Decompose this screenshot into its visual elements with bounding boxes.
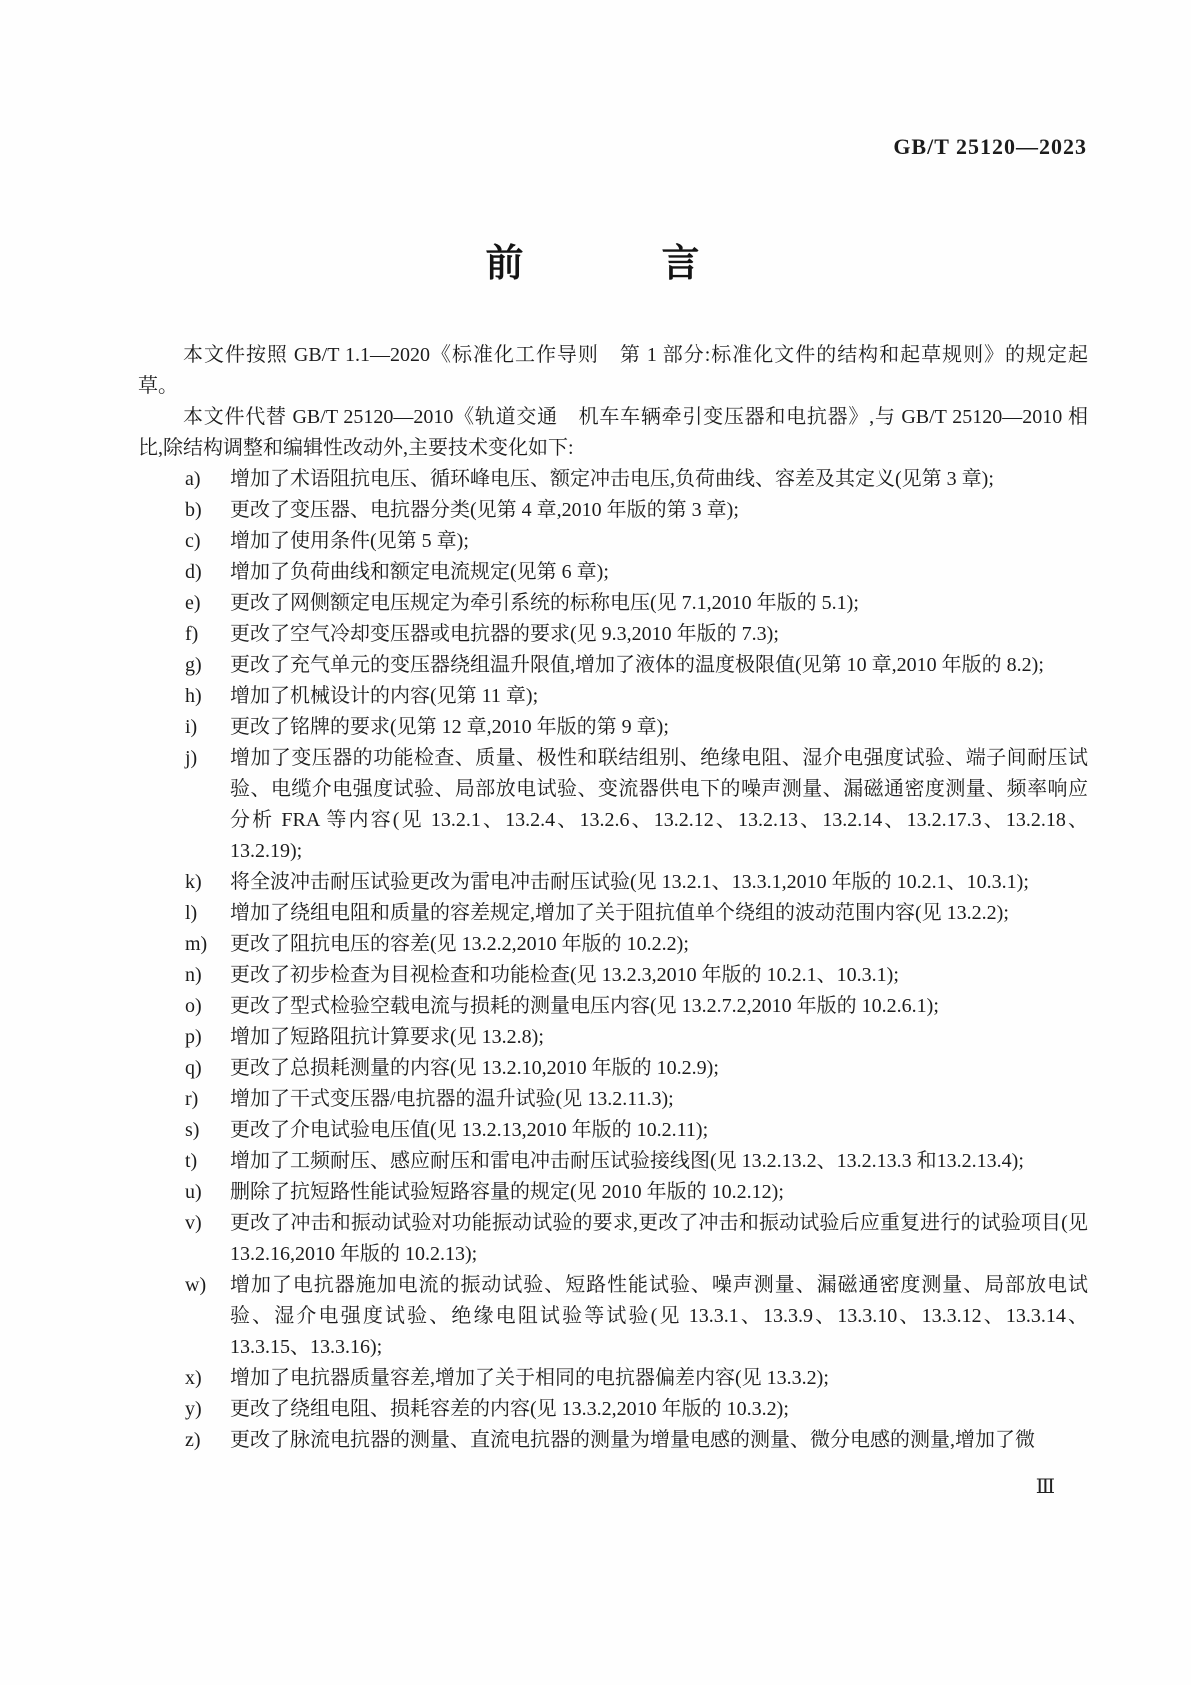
change-item-label: i) <box>185 716 198 738</box>
change-item-label: h) <box>185 685 202 707</box>
change-item <box>138 898 1088 929</box>
changes-list <box>138 464 1088 1456</box>
change-item-label: m) <box>185 933 208 955</box>
change-item-label: k) <box>185 871 202 893</box>
change-item-text: 更改了铭牌的要求(见第 12 章,2010 年版的第 9 章); <box>230 716 669 738</box>
change-item <box>138 1146 1088 1177</box>
change-item <box>138 588 1088 619</box>
change-item-text: 更改了空气冷却变压器或电抗器的要求(见 9.3,2010 年版的 7.3); <box>230 623 779 645</box>
intro-paragraph-2: 本文件代替 GB/T 25120—2010《轨道交通 机车车辆牵引变压器和电抗器》,与 GB/T 25120—2010 相比,除结构调整和编辑性改动外,主要技术变化如下: <box>138 406 1088 459</box>
change-item-text: 更改了介电试验电压值(见 13.2.13,2010 年版的 10.2.11); <box>230 1119 709 1141</box>
change-item <box>138 960 1088 991</box>
change-item-label: j) <box>185 747 198 769</box>
change-item <box>138 681 1088 712</box>
change-item <box>138 1053 1088 1084</box>
change-item-text: 增加了电抗器质量容差,增加了关于相同的电抗器偏差内容(见 13.3.2); <box>230 1367 829 1389</box>
change-item <box>138 464 1088 495</box>
change-item <box>138 1208 1088 1270</box>
change-item <box>138 743 1088 867</box>
change-item-label: y) <box>185 1398 202 1420</box>
change-item-text: 更改了型式检验空载电流与损耗的测量电压内容(见 13.2.7.2,2010 年版的 10.2.6.1); <box>230 995 939 1017</box>
change-item-label: q) <box>185 1057 202 1079</box>
change-item-text: 增加了绕组电阻和质量的容差规定,增加了关于阻抗值单个绕组的波动范围内容(见 13.2.2); <box>230 902 1009 924</box>
change-item-label: x) <box>185 1367 202 1389</box>
change-item <box>138 1115 1088 1146</box>
change-item-label: u) <box>185 1181 202 1203</box>
change-item-text: 更改了初步检查为目视检查和功能检查(见 13.2.3,2010 年版的 10.2.1、10.3.1); <box>230 964 899 986</box>
change-item <box>138 867 1088 898</box>
change-item <box>138 650 1088 681</box>
change-item-label: s) <box>185 1119 200 1141</box>
change-item <box>138 1425 1088 1456</box>
change-item-label: a) <box>185 468 201 490</box>
change-item-label: w) <box>185 1274 207 1296</box>
change-item <box>138 557 1088 588</box>
change-item-text: 更改了总损耗测量的内容(见 13.2.10,2010 年版的 10.2.9); <box>230 1057 719 1079</box>
change-item <box>138 495 1088 526</box>
change-item-label: c) <box>185 530 201 552</box>
change-item-label: n) <box>185 964 202 986</box>
change-item-label: v) <box>185 1212 202 1234</box>
change-item-label: t) <box>185 1150 198 1172</box>
change-item-text: 增加了使用条件(见第 5 章); <box>230 530 469 552</box>
change-item-text: 增加了负荷曲线和额定电流规定(见第 6 章); <box>230 561 609 583</box>
change-item <box>138 991 1088 1022</box>
change-item-text: 删除了抗短路性能试验短路容量的规定(见 2010 年版的 10.2.12); <box>230 1181 784 1203</box>
change-item-label: z) <box>185 1429 201 1451</box>
change-item-text: 增加了机械设计的内容(见第 11 章); <box>230 685 539 707</box>
change-item-label: p) <box>185 1026 202 1048</box>
change-item-label: l) <box>185 902 198 924</box>
change-item <box>138 1270 1088 1363</box>
change-item <box>138 712 1088 743</box>
change-item-text: 增加了干式变压器/电抗器的温升试验(见 13.2.11.3); <box>230 1088 674 1110</box>
change-item-text: 更改了阻抗电压的容差(见 13.2.2,2010 年版的 10.2.2); <box>230 933 689 955</box>
change-item-text: 更改了冲击和振动试验对功能振动试验的要求,更改了冲击和振动试验后应重复进行的试验项目(见 13.2.16,2010 年版的 10.2.13); <box>230 1212 1088 1265</box>
change-item-text: 增加了术语阻抗电压、循环峰电压、额定冲击电压,负荷曲线、容差及其定义(见第 3 章); <box>230 468 994 490</box>
change-item-text: 增加了工频耐压、感应耐压和雷电冲击耐压试验接线图(见 13.2.13.2、13.2.13.3 和13.2.13.4); <box>230 1150 1024 1172</box>
foreword-title: 前 言 <box>485 243 706 285</box>
change-item-label: f) <box>185 623 199 645</box>
change-item <box>138 929 1088 960</box>
change-item-text: 更改了绕组电阻、损耗容差的内容(见 13.3.2,2010 年版的 10.3.2); <box>230 1398 789 1420</box>
change-item-label: b) <box>185 499 202 521</box>
foreword-body <box>138 340 1088 1456</box>
change-item-label: r) <box>185 1088 199 1110</box>
change-item-label: o) <box>185 995 202 1017</box>
change-item-text: 增加了变压器的功能检查、质量、极性和联结组别、绝缘电阻、湿介电强度试验、端子间耐压试验、电缆介电强度试验、局部放电试验、变流器供电下的噪声测量、漏磁通密度测量、频率响应分析 FRA 等内容(见 13.2.1、13.2.4、13.2.6、13.2.12、13.2.13、13.2.14、13.2.17.3、13.2.18、13.2.19); <box>230 747 1088 862</box>
standard-code: GB/T 25120—2023 <box>893 134 1087 159</box>
page-number: Ⅲ <box>1035 1476 1055 1498</box>
intro-paragraph-1: 本文件按照 GB/T 1.1—2020《标准化工作导则 第 1 部分:标准化文件的结构和起草规则》的规定起草。 <box>138 344 1088 397</box>
change-item <box>138 1363 1088 1394</box>
change-item <box>138 1177 1088 1208</box>
change-item <box>138 1022 1088 1053</box>
change-item <box>138 619 1088 650</box>
change-item-label: d) <box>185 561 202 583</box>
change-item <box>138 1394 1088 1425</box>
change-item-text: 更改了网侧额定电压规定为牵引系统的标称电压(见 7.1,2010 年版的 5.1); <box>230 592 859 614</box>
change-item-text: 增加了电抗器施加电流的振动试验、短路性能试验、噪声测量、漏磁通密度测量、局部放电试验、湿介电强度试验、绝缘电阻试验等试验(见 13.3.1、13.3.9、13.3.10、13.3.12、13.3.14、13.3.15、13.3.16); <box>230 1274 1088 1358</box>
change-item-text: 增加了短路阻抗计算要求(见 13.2.8); <box>230 1026 544 1048</box>
change-item-text: 更改了充气单元的变压器绕组温升限值,增加了液体的温度极限值(见第 10 章,2010 年版的 8.2); <box>230 654 1044 676</box>
change-item-label: g) <box>185 654 202 676</box>
change-item-text: 将全波冲击耐压试验更改为雷电冲击耐压试验(见 13.2.1、13.3.1,2010 年版的 10.2.1、10.3.1); <box>230 871 1029 893</box>
change-item <box>138 526 1088 557</box>
change-item <box>138 1084 1088 1115</box>
change-item-label: e) <box>185 592 201 614</box>
change-item-text: 更改了变压器、电抗器分类(见第 4 章,2010 年版的第 3 章); <box>230 499 739 521</box>
change-item-text: 更改了脉流电抗器的测量、直流电抗器的测量为增量电感的测量、微分电感的测量,增加了微 <box>230 1429 1035 1451</box>
